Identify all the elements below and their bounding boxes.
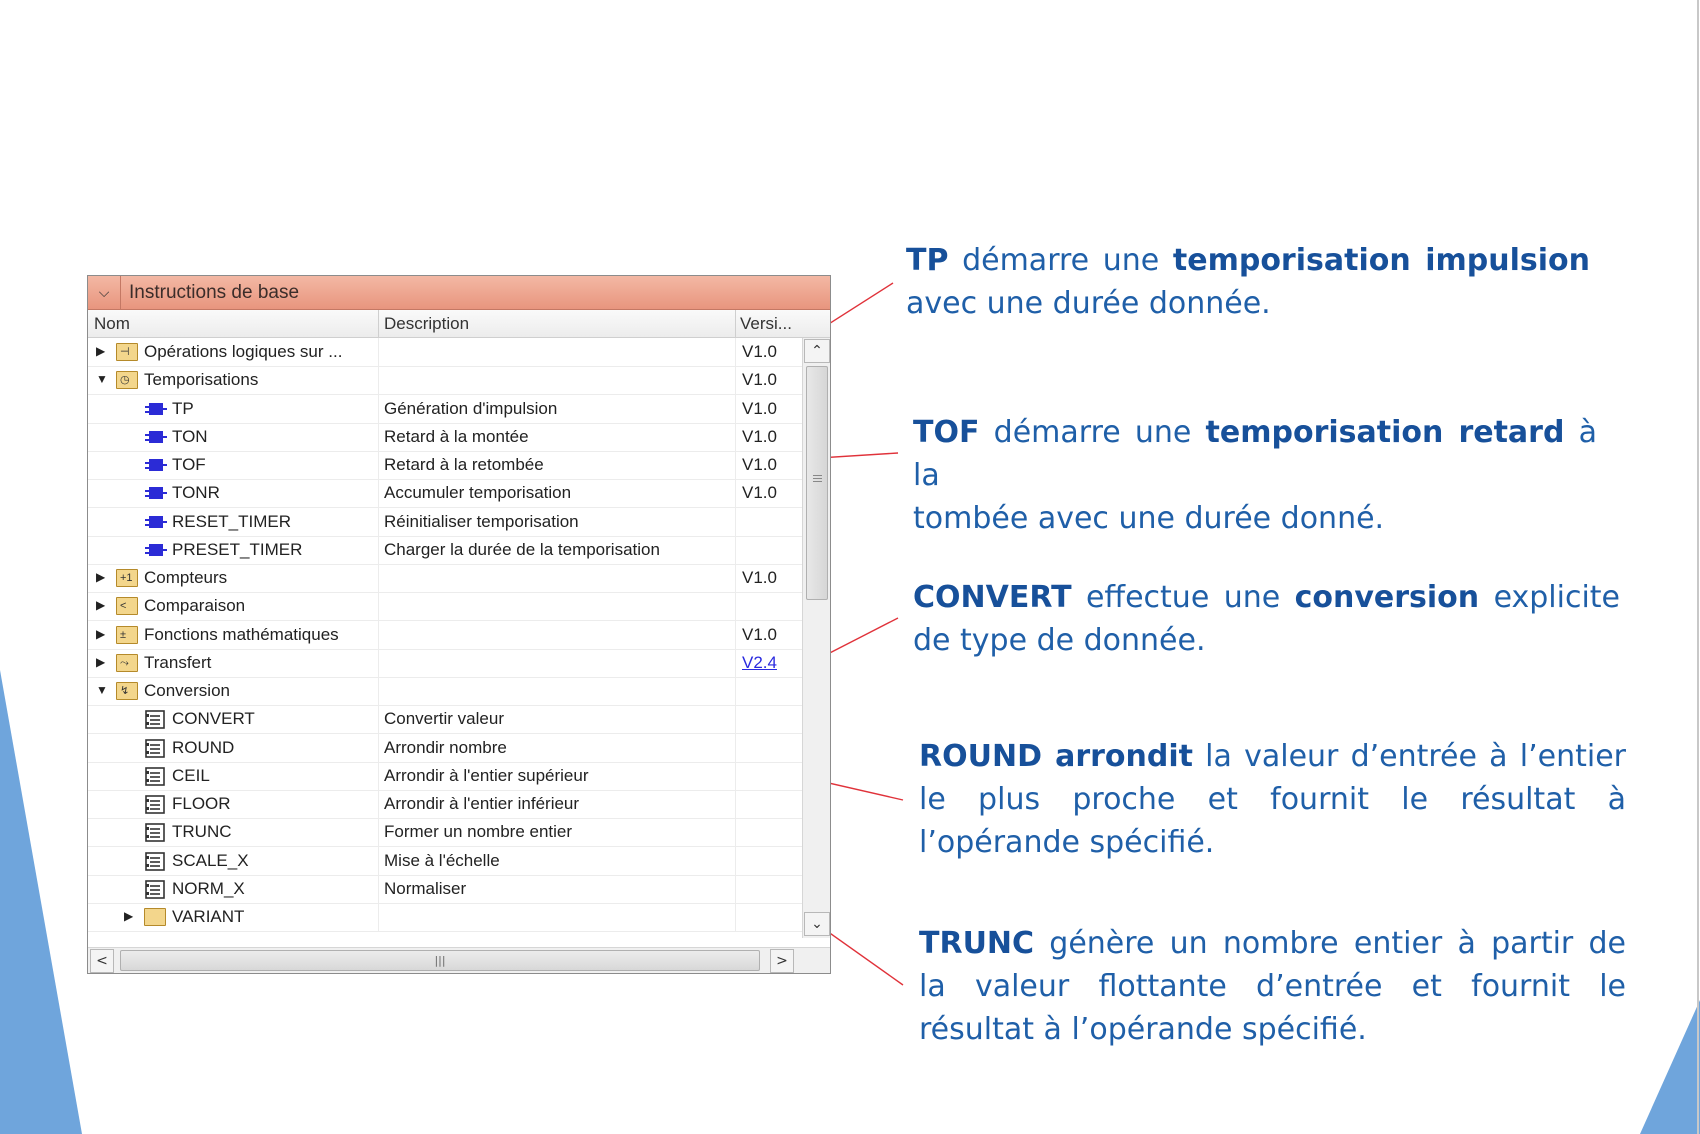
- tree-row[interactable]: [88, 649, 802, 678]
- scroll-right-button[interactable]: [770, 949, 794, 973]
- tree-row[interactable]: [88, 790, 802, 819]
- annotation-convert: CONVERT effectue une conversion explicite de type de donnée.: [913, 580, 1621, 658]
- function-icon: [144, 710, 166, 728]
- folder-icon: [144, 908, 166, 926]
- tree-row[interactable]: [88, 734, 802, 763]
- row-description: Retard à la montée: [384, 426, 529, 446]
- row-version: V1.0: [742, 455, 777, 474]
- function-icon: [144, 880, 166, 898]
- tree-row[interactable]: [88, 451, 802, 480]
- folder-bitlogic-icon: ⊣: [116, 343, 138, 361]
- vertical-scroll-thumb[interactable]: [806, 366, 828, 600]
- tree-row[interactable]: [88, 479, 802, 508]
- folder-conversion-icon: ↯: [116, 682, 138, 700]
- tree-row[interactable]: [88, 705, 802, 734]
- scroll-left-button[interactable]: [90, 949, 114, 973]
- column-description-header[interactable]: Description: [384, 314, 470, 333]
- tree-row[interactable]: [88, 366, 802, 395]
- row-description: Arrondir à l'entier inférieur: [384, 794, 580, 813]
- function-block-icon: [144, 400, 166, 418]
- folder-math-icon: ±: [116, 626, 138, 644]
- chevron-left-icon: <: [96, 953, 108, 969]
- row-description: Retard à la retombée: [384, 455, 544, 474]
- row-name: TRUNC: [172, 822, 232, 842]
- row-version: V1.0: [742, 483, 777, 503]
- expand-triangle-icon[interactable]: ▶: [96, 598, 106, 613]
- row-version: V1.0: [742, 342, 777, 361]
- row-name: SCALE_X: [172, 850, 249, 870]
- vertical-scrollbar[interactable]: [802, 338, 831, 938]
- row-name: VARIANT: [172, 907, 245, 926]
- function-icon: [144, 852, 166, 870]
- row-description: Convertir valeur: [384, 709, 504, 729]
- tree-row[interactable]: [88, 762, 802, 791]
- column-version-header[interactable]: Versi...: [740, 314, 792, 333]
- function-icon: [144, 823, 166, 841]
- row-name: CONVERT: [172, 709, 255, 729]
- left-blue-wedge: [0, 670, 82, 1134]
- row-name: FLOOR: [172, 794, 231, 813]
- chevron-down-icon: ⌄: [811, 916, 823, 932]
- panel-title: Instructions de base: [129, 282, 300, 303]
- function-icon: [144, 739, 166, 757]
- tree-row[interactable]: [88, 621, 802, 650]
- scroll-down-button[interactable]: [804, 912, 830, 936]
- row-description: Normaliser: [384, 878, 467, 898]
- row-description: Arrondir à l'entier supérieur: [384, 765, 589, 785]
- expand-triangle-icon[interactable]: ▶: [96, 626, 106, 641]
- row-name: Opérations logiques sur ...: [144, 342, 343, 361]
- row-description: Accumuler temporisation: [384, 483, 572, 503]
- horizontal-scroll-thumb[interactable]: |||: [120, 950, 760, 971]
- row-name: TONR: [172, 483, 220, 503]
- function-block-icon: [144, 428, 166, 446]
- row-description: Former un nombre entier: [384, 822, 573, 842]
- function-block-icon: [144, 541, 166, 559]
- row-name: Comparaison: [144, 596, 246, 616]
- row-name: TOF: [172, 455, 206, 474]
- tree-row[interactable]: [88, 847, 802, 876]
- tree-row[interactable]: [88, 395, 802, 424]
- expand-triangle-icon[interactable]: ▶: [124, 909, 134, 923]
- collapse-triangle-icon[interactable]: ▼: [96, 372, 108, 387]
- annotation-trunc: TRUNC génère un nombre entier à partir de la valeur flottante d’entrée et fournit le résultat à l’opérande spécifié.: [919, 926, 1626, 1047]
- row-name: CEIL: [172, 765, 210, 785]
- chevron-up-icon: ⌃: [811, 343, 823, 359]
- row-version: V1.0: [742, 568, 777, 587]
- collapse-triangle-icon[interactable]: ▼: [96, 683, 108, 697]
- annotation-tof: TOF démarre une temporisation retard à la tombée avec une durée donné.: [913, 415, 1598, 536]
- expand-triangle-icon[interactable]: ▶: [96, 570, 106, 584]
- tree-row[interactable]: [88, 592, 802, 621]
- panel-header: [88, 276, 830, 310]
- tree-row[interactable]: [88, 338, 802, 367]
- tree-row[interactable]: [88, 536, 802, 565]
- row-description: Génération d'impulsion: [384, 398, 558, 418]
- row-description: Charger la durée de la temporisation: [384, 539, 660, 559]
- folder-compare-icon: <: [116, 597, 138, 615]
- tree-row[interactable]: [88, 564, 802, 593]
- function-icon: [144, 795, 166, 813]
- column-header: [88, 310, 830, 338]
- horizontal-scrollbar[interactable]: [88, 947, 830, 974]
- tree-row[interactable]: [88, 875, 802, 904]
- right-blue-wedge: [1640, 1000, 1700, 1134]
- expand-triangle-icon[interactable]: ▶: [96, 654, 106, 669]
- row-name: Compteurs: [144, 568, 228, 587]
- folder-timer-icon: ◷: [116, 371, 138, 389]
- annotation-tp: TP démarre une temporisation impulsion avec une durée donnée.: [906, 243, 1591, 321]
- row-version: V1.0: [742, 426, 777, 446]
- function-block-icon: [144, 484, 166, 502]
- chevron-down-icon: ⌵: [98, 284, 110, 301]
- row-version-link[interactable]: V2.4: [742, 652, 777, 672]
- row-name: NORM_X: [172, 878, 245, 898]
- tree-row[interactable]: [88, 423, 802, 452]
- function-block-icon: [144, 456, 166, 474]
- folder-counter-icon: +1: [116, 569, 138, 587]
- function-block-icon: [144, 513, 166, 531]
- tree-row[interactable]: [88, 903, 802, 932]
- row-description: Mise à l'échelle: [384, 850, 500, 870]
- row-description: Arrondir nombre: [384, 737, 507, 757]
- folder-move-icon: ⤳: [116, 654, 138, 672]
- tree-row[interactable]: [88, 677, 802, 706]
- instruction-tree: [88, 338, 802, 938]
- tree-row[interactable]: [88, 508, 802, 537]
- annotation-round: ROUND arrondit la valeur d’entrée à l’entier le plus proche et fournit le résultat à l’opérande spécifié.: [919, 739, 1626, 860]
- row-description: Réinitialiser temporisation: [384, 511, 579, 531]
- row-name: Transfert: [144, 652, 212, 672]
- row-name: TON: [172, 426, 208, 446]
- function-icon: [144, 767, 166, 785]
- chevron-right-icon: >: [776, 953, 788, 969]
- scroll-up-button[interactable]: [804, 339, 830, 363]
- row-version: V1.0: [742, 370, 777, 390]
- tree-row[interactable]: [88, 818, 802, 847]
- row-version: V1.0: [742, 398, 777, 418]
- expand-triangle-icon[interactable]: ▶: [96, 344, 106, 358]
- row-name: PRESET_TIMER: [172, 539, 303, 559]
- collapse-button[interactable]: [88, 276, 121, 309]
- column-name-header[interactable]: Nom: [94, 314, 130, 333]
- row-name: ROUND: [172, 737, 235, 757]
- row-name: RESET_TIMER: [172, 511, 292, 531]
- row-name: Temporisations: [144, 370, 259, 390]
- row-name: Fonctions mathématiques: [144, 624, 339, 644]
- row-name: TP: [172, 398, 194, 418]
- instructions-panel: [87, 275, 831, 974]
- row-name: Conversion: [144, 681, 230, 700]
- row-version: V1.0: [742, 624, 777, 644]
